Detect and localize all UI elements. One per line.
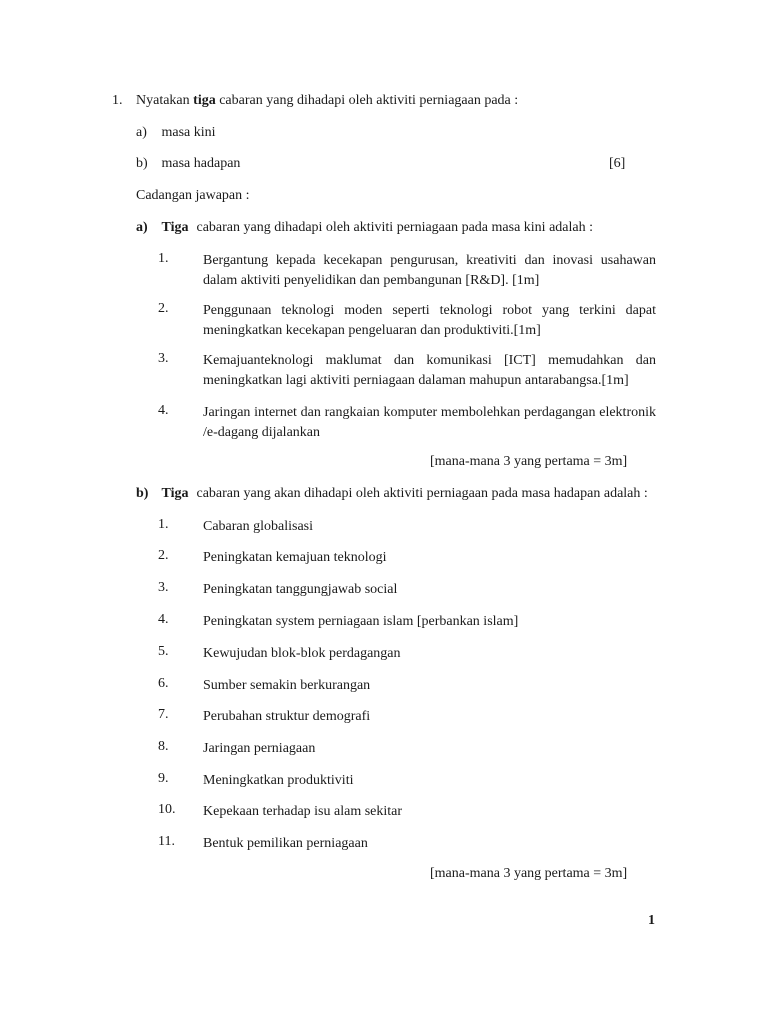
section-heading-text: cabaran yang akan dihadapi oleh aktiviti perniagaan pada masa hadapan adalah : xyxy=(196,486,648,501)
section-b-heading xyxy=(136,486,648,502)
question-number: 1. xyxy=(112,93,123,108)
answer-intro: Cadangan jawapan : xyxy=(136,188,250,203)
section-emphasis: Tiga xyxy=(161,486,189,501)
item-text: Penggunaan teknologi moden seperti teknologi robot yang terkini dapat meningkatkan kecekapan pengeluaran dan produktiviti.[1m] xyxy=(203,303,656,338)
page-number: 1 xyxy=(648,913,655,928)
question-marks: [6] xyxy=(609,156,626,171)
question-suffix: cabaran yang dihadapi oleh aktiviti perniagaan pada : xyxy=(215,93,519,108)
section-label: a) xyxy=(136,220,148,235)
item-text: Peningkatan tanggungjawab social xyxy=(203,582,398,597)
question-emphasis: tiga xyxy=(193,93,216,108)
item-number: 7. xyxy=(158,707,169,722)
question-part-b xyxy=(136,156,240,172)
part-letter: a) xyxy=(136,125,147,140)
item-text: Peningkatan kemajuan teknologi xyxy=(203,550,387,565)
part-text: masa kini xyxy=(161,125,216,140)
item-text: Kewujudan blok-blok perdagangan xyxy=(203,646,401,661)
item-text: Peningkatan system perniagaan islam [perbankan islam] xyxy=(203,614,519,629)
part-text: masa hadapan xyxy=(161,156,241,171)
section-b-marks-note: [mana-mana 3 yang pertama = 3m] xyxy=(430,866,628,881)
item-number: 2. xyxy=(158,548,169,563)
item-number: 11. xyxy=(158,834,175,849)
item-text: Perubahan struktur demografi xyxy=(203,709,371,724)
item-number: 9. xyxy=(158,771,169,786)
item-number: 10. xyxy=(158,802,176,817)
item-number: 1. xyxy=(158,251,169,266)
item-number: 3. xyxy=(158,351,169,366)
section-label: b) xyxy=(136,486,149,501)
item-text: Jaringan internet dan rangkaian komputer membolehkan perdagangan elektronik /e-dagang dijalankan xyxy=(203,405,656,440)
item-text: Meningkatkan produktiviti xyxy=(203,773,354,788)
item-text: Cabaran globalisasi xyxy=(203,519,314,534)
section-a-marks-note: [mana-mana 3 yang pertama = 3m] xyxy=(430,454,628,469)
item-number: 1. xyxy=(158,517,169,532)
section-emphasis: Tiga xyxy=(161,220,189,235)
item-text: Jaringan perniagaan xyxy=(203,741,316,756)
section-heading-text: cabaran yang dihadapi oleh aktiviti perniagaan pada masa kini adalah : xyxy=(196,220,593,235)
item-number: 2. xyxy=(158,301,169,316)
question-text xyxy=(136,93,518,109)
item-number: 8. xyxy=(158,739,169,754)
item-number: 5. xyxy=(158,644,169,659)
item-number: 4. xyxy=(158,612,169,627)
item-number: 4. xyxy=(158,403,169,418)
item-text: Bentuk pemilikan perniagaan xyxy=(203,836,368,851)
item-number: 6. xyxy=(158,676,169,691)
item-text: Bergantung kepada kecekapan pengurusan, kreativiti dan inovasi usahawan dalam aktiviti penyelidikan dan pembangunan [R&D]. [1m] xyxy=(203,253,656,288)
item-text: Kemajuanteknologi maklumat dan komunikasi [ICT] memudahkan dan meningkatkan lagi aktiviti perniagaan dalaman mahupun antarabangsa.[1m] xyxy=(203,353,656,388)
item-text: Sumber semakin berkurangan xyxy=(203,678,371,693)
question-part-a xyxy=(136,125,216,141)
item-number: 3. xyxy=(158,580,169,595)
question-prefix: Nyatakan xyxy=(136,93,194,108)
item-text: Kepekaan terhadap isu alam sekitar xyxy=(203,804,403,819)
part-letter: b) xyxy=(136,156,148,171)
section-a-heading xyxy=(136,220,593,236)
